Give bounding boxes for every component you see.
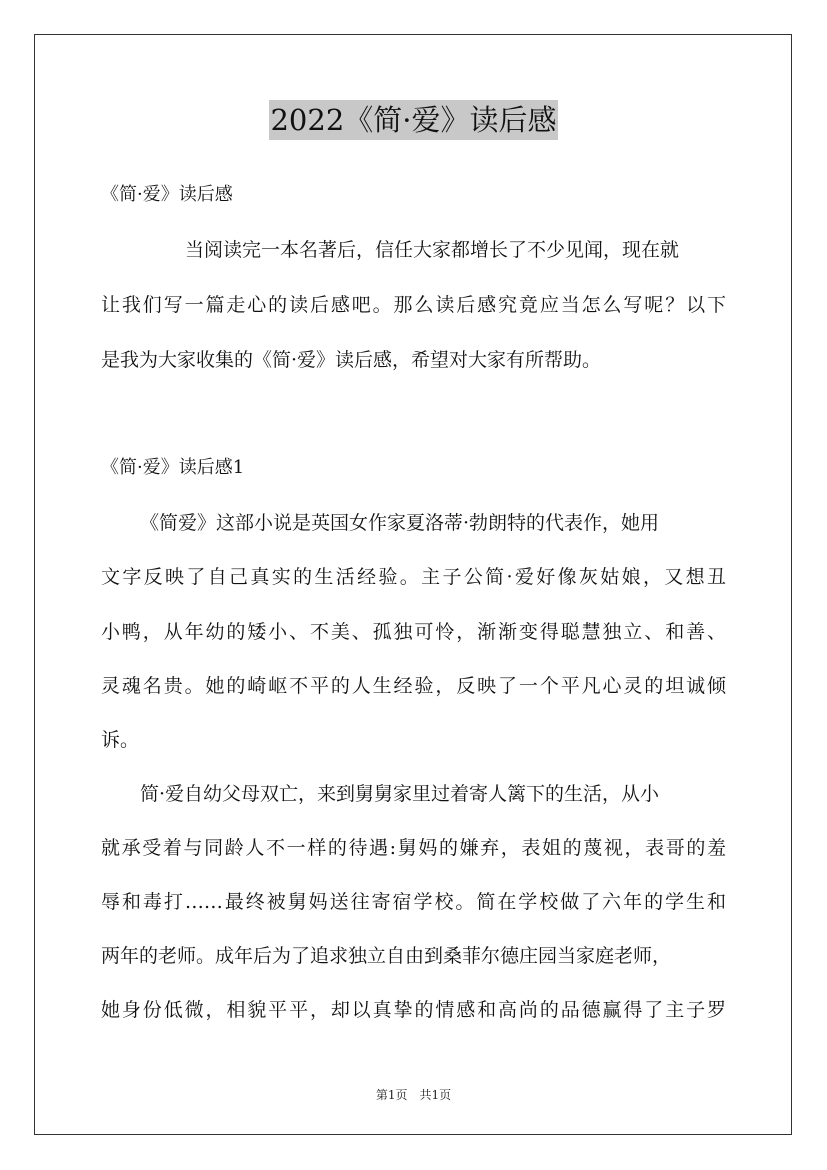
section1-para2-line-2: 就承受着与同龄人不一样的待遇:舅妈的嫌弃，表姐的蔑视，表哥的羞 bbox=[101, 837, 726, 859]
section1-para1-line-5: 诉。 bbox=[101, 729, 140, 751]
section1-heading: 《简·爱》读后感1 bbox=[101, 457, 245, 478]
section1-para2-line-5: 她身份低微，相貌平平，却以真挚的情感和高尚的品德赢得了主子罗 bbox=[101, 999, 726, 1021]
section1-para1-line-1: 《简爱》这部小说是英国女作家夏洛蒂·勃朗特的代表作，她用 bbox=[140, 512, 660, 534]
document-subtitle: 《简·爱》读后感 bbox=[101, 184, 233, 205]
section1-para2-line-1: 简·爱自幼父母双亡，来到舅舅家里过着寄人篱下的生活，从小 bbox=[140, 783, 660, 805]
page-footer: 第1页 共1页 bbox=[375, 1088, 452, 1102]
section1-para1-line-2: 文字反映了自己真实的生活经验。主子公简·爱好像灰姑娘，又想丑 bbox=[101, 566, 726, 588]
intro-line-2: 让我们写一篇走心的读后感吧。那么读后感究竟应当怎么写呢？以下 bbox=[101, 294, 726, 316]
document-title: 2022《简·爱》读后感 bbox=[269, 100, 557, 140]
intro-line-1: 当阅读完一本名著后，信任大家都增长了不少见闻，现在就 bbox=[185, 239, 680, 261]
section1-para1-line-4: 灵魂名贵。她的崎岖不平的人生经验，反映了一个平凡心灵的坦诚倾 bbox=[101, 675, 726, 697]
intro-line-3: 是我为大家收集的《简·爱》读后感，希望对大家有所帮助。 bbox=[101, 349, 602, 371]
section1-para2-line-4: 两年的老师。成年后为了追求独立自由到桑菲尔德庄园当家庭老师， bbox=[101, 945, 672, 967]
section1-para2-line-3: 辱和毒打……最终被舅妈送往寄宿学校。简在学校做了六年的学生和 bbox=[101, 891, 726, 913]
title-wrap bbox=[0, 100, 827, 140]
section1-para1-line-3: 小鸭，从年幼的矮小、不美、孤独可怜，渐渐变得聪慧独立、和善、 bbox=[101, 621, 726, 643]
